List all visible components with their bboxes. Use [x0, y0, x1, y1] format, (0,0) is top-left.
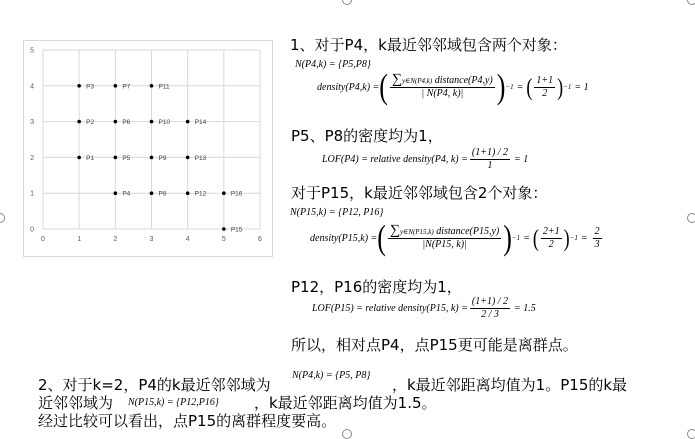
- right-paren: ): [496, 66, 506, 106]
- part2-line1-b: ，k最近邻距离均值为1。P15的k最: [392, 376, 628, 394]
- point-p14: [186, 120, 190, 124]
- result-fraction: [593, 226, 602, 251]
- point-p7: [114, 84, 118, 88]
- x-tick-label-4: 4: [185, 236, 190, 243]
- resize-handle-bottom-center[interactable]: [342, 429, 352, 439]
- lof-p4-lhs: LOF(P4) = relative density(P4, k) =: [322, 154, 468, 165]
- right-paren-2: ): [557, 73, 564, 101]
- lof-p15-result: = 1.5: [514, 303, 536, 314]
- point-label-p4: P4: [122, 190, 131, 198]
- point-p5: [114, 156, 118, 160]
- left-paren-3: (: [377, 217, 386, 257]
- resize-handle-top-center[interactable]: [342, 0, 352, 5]
- lof-p4-formula: [322, 147, 528, 172]
- point-label-p14: P14: [194, 119, 207, 127]
- part2-line3: 经过比较可以看出，点P15的离群程度要高。: [38, 412, 337, 430]
- sum-denominator-2: |N(P15, k)|: [422, 239, 467, 250]
- lof-p4-result: = 1: [514, 154, 529, 165]
- point-label-p16: P16: [230, 190, 243, 198]
- left-paren-2: (: [526, 73, 533, 101]
- y-tick-label-4: 4: [30, 83, 34, 91]
- density-p4-lhs: density(P4,k) =: [317, 81, 380, 93]
- part2-line1-a: 2、对于k=2，P4的k最近邻邻域为: [38, 376, 271, 394]
- sum-subscript-2: y∈N(P15,k): [399, 228, 434, 236]
- density-p4-fraction: $\frac{\text{∑y∈N(P4,k) distance(P4,y)}}{| N(P4, k)|}$: [391, 72, 493, 99]
- x-tick-label-0: 0: [41, 236, 45, 243]
- right-paren-4: ): [563, 224, 570, 252]
- point-label-p6: P6: [122, 119, 131, 127]
- section1-title: 1、对于P4，k最近邻邻域包含两个对象：: [290, 36, 567, 54]
- lof-p4-fraction: [470, 147, 510, 172]
- part2-line2-a: 近邻邻域为: [38, 394, 114, 412]
- equals: =: [516, 81, 524, 93]
- point-p11: [150, 84, 154, 88]
- point-label-p8: P8: [158, 190, 167, 198]
- lof-p4-numerator: (1+1) / 2: [471, 147, 509, 158]
- exponent: −1: [505, 83, 514, 91]
- y-tick-label-5: 5: [30, 47, 34, 55]
- x-tick-label-1: 1: [77, 236, 82, 243]
- scatter-chart-svg: [24, 41, 272, 256]
- fraction-numerator-2: 2+1: [542, 225, 560, 237]
- density-p15-fraction: $\frac{\text{∑y∈N(P15,k) distance(P15,y)}}{|N(P15, k)|}$: [389, 223, 500, 250]
- point-label-p1: P1: [86, 154, 95, 162]
- point-label-p10: P10: [158, 119, 171, 127]
- point-label-p7: P7: [122, 83, 131, 91]
- p5-p8-density-note: P5、P8的密度均为1，: [291, 127, 443, 145]
- point-label-p11: P11: [158, 83, 170, 91]
- lof-p15-lhs: LOF(P15) = relative density(P15, k) =: [312, 303, 468, 314]
- point-p16: [222, 191, 226, 195]
- scatter-chart: [23, 40, 273, 257]
- density-p4-formula: [317, 66, 589, 106]
- resize-handle-middle-left[interactable]: [0, 213, 5, 223]
- exponent-2: −1: [563, 83, 572, 91]
- lof-p15-fraction: [470, 296, 510, 321]
- point-label-p3: P3: [86, 83, 95, 91]
- resize-handle-bottom-right[interactable]: [687, 429, 695, 439]
- p12-p16-density-note: P12，P16的密度均为1，: [291, 278, 462, 296]
- p4-neighborhood-formula: N(P4,k) = {P5,P8}: [295, 59, 371, 70]
- point-p8: [150, 191, 154, 195]
- simple-fraction: [534, 75, 555, 100]
- exponent-4: −1: [569, 234, 578, 242]
- density-p4-result: = 1: [574, 81, 589, 93]
- point-p4: [114, 191, 118, 195]
- part2-nset1: N(P4,k) = {P5, P8}: [292, 370, 371, 381]
- lof-p15-denominator: 2 / 3: [481, 309, 499, 320]
- x-tick-label-2: 2: [113, 236, 118, 243]
- density-p15-lhs: density(P15,k) =: [310, 232, 378, 244]
- point-p6: [114, 120, 118, 124]
- sum-numerator: distance(P4,y): [434, 75, 493, 86]
- density-p15-formula: [310, 217, 604, 257]
- point-label-p13: P13: [194, 154, 207, 162]
- sum-numerator-2: distance(P15,y): [436, 226, 500, 237]
- lof-p15-formula: [312, 296, 536, 321]
- equals-3: =: [580, 232, 588, 244]
- lof-p15-numerator: (1+1) / 2: [471, 296, 509, 307]
- resize-handle-top-right[interactable]: [687, 0, 695, 5]
- y-tick-label-3: 3: [30, 119, 34, 127]
- section-p15-title: 对于P15，k最近邻邻域包含2个对象：: [291, 184, 548, 202]
- part2-line2-b: ，k最近邻距离均值为1.5。: [254, 394, 437, 412]
- simple-fraction-2: [541, 226, 562, 251]
- sum-subscript: y∈N(P4,k): [401, 77, 433, 85]
- left-paren: (: [379, 66, 388, 106]
- left-paren-4: (: [532, 224, 539, 252]
- conclusion-text: 所以，相对点P4，点P15更可能是离群点。: [291, 336, 578, 354]
- point-p3: [77, 84, 81, 88]
- right-paren-3: ): [503, 217, 512, 257]
- exponent-3: −1: [511, 234, 521, 242]
- p15-neighborhood-formula: N(P15,k) = {P12, P16}: [290, 207, 384, 218]
- sum-denominator: | N(P4, k)|: [421, 88, 464, 99]
- point-p9: [150, 156, 154, 160]
- y-tick-label-1: 1: [30, 190, 34, 198]
- point-p13: [186, 156, 190, 160]
- x-tick-label-6: 6: [258, 236, 262, 243]
- equals-2: =: [523, 232, 530, 244]
- result-numerator: 2: [594, 225, 600, 237]
- point-label-p2: P2: [86, 119, 95, 127]
- y-tick-label-0: 0: [30, 226, 34, 234]
- point-p10: [150, 120, 154, 124]
- fraction-denominator: 2: [542, 87, 548, 99]
- point-label-p9: P9: [158, 154, 167, 162]
- x-tick-label-5: 5: [221, 236, 226, 243]
- x-tick-label-3: 3: [149, 236, 154, 243]
- fraction-numerator: 1+1: [536, 74, 554, 86]
- lof-p4-denominator: 1: [487, 160, 493, 171]
- point-p1: [77, 156, 81, 160]
- point-label-p5: P5: [122, 154, 131, 162]
- point-p15: [222, 227, 226, 231]
- y-tick-label-2: 2: [30, 154, 34, 162]
- result-denominator: 3: [594, 238, 600, 250]
- resize-handle-middle-right[interactable]: [687, 213, 695, 223]
- point-label-p12: P12: [194, 190, 207, 198]
- part2-nset2: N(P15,k) = {P12,P16}: [128, 397, 219, 408]
- point-label-p15: P15: [230, 226, 243, 234]
- point-p2: [77, 120, 81, 124]
- fraction-denominator-2: 2: [548, 238, 554, 250]
- point-p12: [186, 191, 190, 195]
